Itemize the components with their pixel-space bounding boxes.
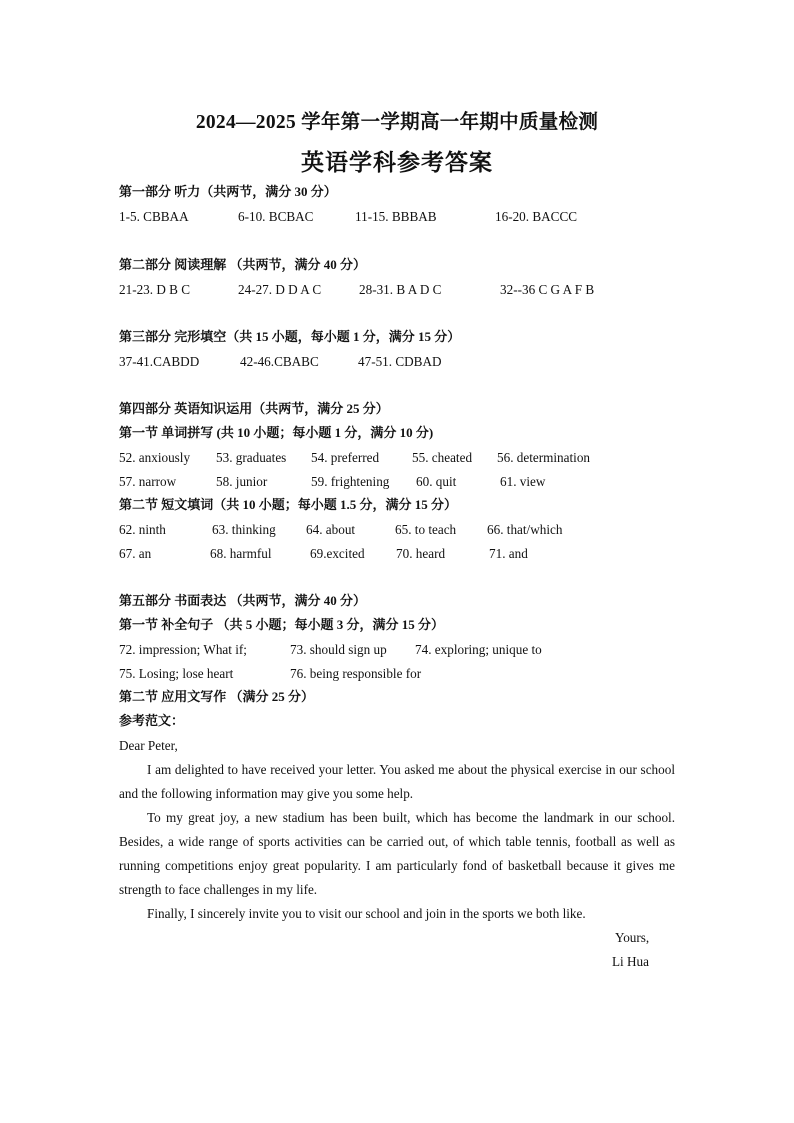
answer-item: 75. Losing; lose heart	[119, 666, 234, 681]
answer-item: 72. impression; What if;	[119, 642, 247, 657]
answer-group: 16-20. BACCC	[495, 209, 578, 224]
answer-item: 60. quit	[416, 474, 457, 489]
answer-item: 56. determination	[497, 450, 591, 465]
answer-item: 58. junior	[216, 474, 268, 489]
answer-group: 11-15. BBBAB	[355, 209, 437, 224]
answer-group: 37-41.CABDD	[119, 354, 200, 369]
answer-group: 1-5. CBBAA	[119, 209, 189, 224]
answer-item: 76. being responsible for	[290, 666, 422, 681]
letter-greeting: Dear Peter,	[119, 738, 178, 753]
answer-item: 62. ninth	[119, 522, 166, 537]
part4-section1-heading: 第一节 单词拼写 (共 10 小题；每小题 1 分，满分 10 分)	[119, 425, 434, 440]
letter-signature: Li Hua	[612, 954, 649, 969]
answer-group: 24-27. D D A C	[238, 282, 322, 297]
answer-group: 6-10. BCBAC	[238, 209, 314, 224]
sample-essay-label: 参考范文：	[119, 713, 185, 728]
answer-item: 52. anxiously	[119, 450, 191, 465]
part2-heading: 第二部分 阅读理解 （共两节，满分 40 分）	[119, 257, 367, 272]
letter-paragraph: Finally, I sincerely invite you to visit our school and join in the sports we both like.	[147, 906, 586, 921]
document-subtitle: 英语学科参考答案	[301, 150, 493, 175]
answer-item: 68. harmful	[210, 546, 272, 561]
answer-item: 64. about	[306, 522, 356, 537]
answer-item: 53. graduates	[216, 450, 287, 465]
answer-group: 28-31. B A D C	[359, 282, 442, 297]
answer-item: 71. and	[489, 546, 528, 561]
letter-closing: Yours,	[615, 930, 650, 945]
answer-item: 69.excited	[310, 546, 365, 561]
part5-section2-heading: 第二节 应用文写作 （满分 25 分）	[119, 689, 315, 704]
part3-heading: 第三部分 完形填空（共 15 小题，每小题 1 分，满分 15 分）	[119, 329, 461, 344]
answer-item: 74. exploring; unique to	[415, 642, 542, 657]
answer-group: 42-46.CBABC	[240, 354, 319, 369]
answer-item: 66. that/which	[487, 522, 563, 537]
answer-item: 54. preferred	[311, 450, 380, 465]
answer-item: 59. frightening	[311, 474, 390, 489]
answer-item: 65. to teach	[395, 522, 457, 537]
part4-section2-heading: 第二节 短文填词（共 10 小题；每小题 1.5 分，满分 15 分）	[119, 497, 458, 512]
part4-heading: 第四部分 英语知识运用（共两节，满分 25 分）	[119, 401, 389, 416]
answer-item: 61. view	[500, 474, 546, 489]
answer-group: 47-51. CDBAD	[358, 354, 442, 369]
document-title: 2024—2025 学年第一学期高一年期中质量检测	[195, 112, 599, 133]
answer-item: 70. heard	[396, 546, 446, 561]
answer-group: 21-23. D B C	[119, 282, 191, 297]
letter-paragraph: I am delighted to have received your letter. You asked me about the physical exercise in our school and the following information may give you some help.	[119, 762, 675, 801]
answer-item: 63. thinking	[212, 522, 276, 537]
part1-heading: 第一部分 听力（共两节，满分 30 分）	[119, 184, 337, 199]
answer-item: 73. should sign up	[290, 642, 387, 657]
part5-section1-heading: 第一节 补全句子 （共 5 小题；每小题 3 分，满分 15 分）	[119, 617, 445, 632]
part5-heading: 第五部分 书面表达 （共两节，满分 40 分）	[119, 593, 367, 608]
answer-item: 67. an	[119, 546, 152, 561]
answer-item: 55. cheated	[412, 450, 473, 465]
answer-item: 57. narrow	[119, 474, 177, 489]
letter-paragraph: To my great joy, a new stadium has been built, which has become the landmark in our school. Besides, a wide range of sports activities can be carried out, of which table tennis, football as well as running competitions enjoy great popularity. I am particularly fond of basketball because it gives me strength to face challenges in my life.	[119, 810, 675, 897]
answer-group: 32--36 C G A F B	[500, 282, 595, 297]
